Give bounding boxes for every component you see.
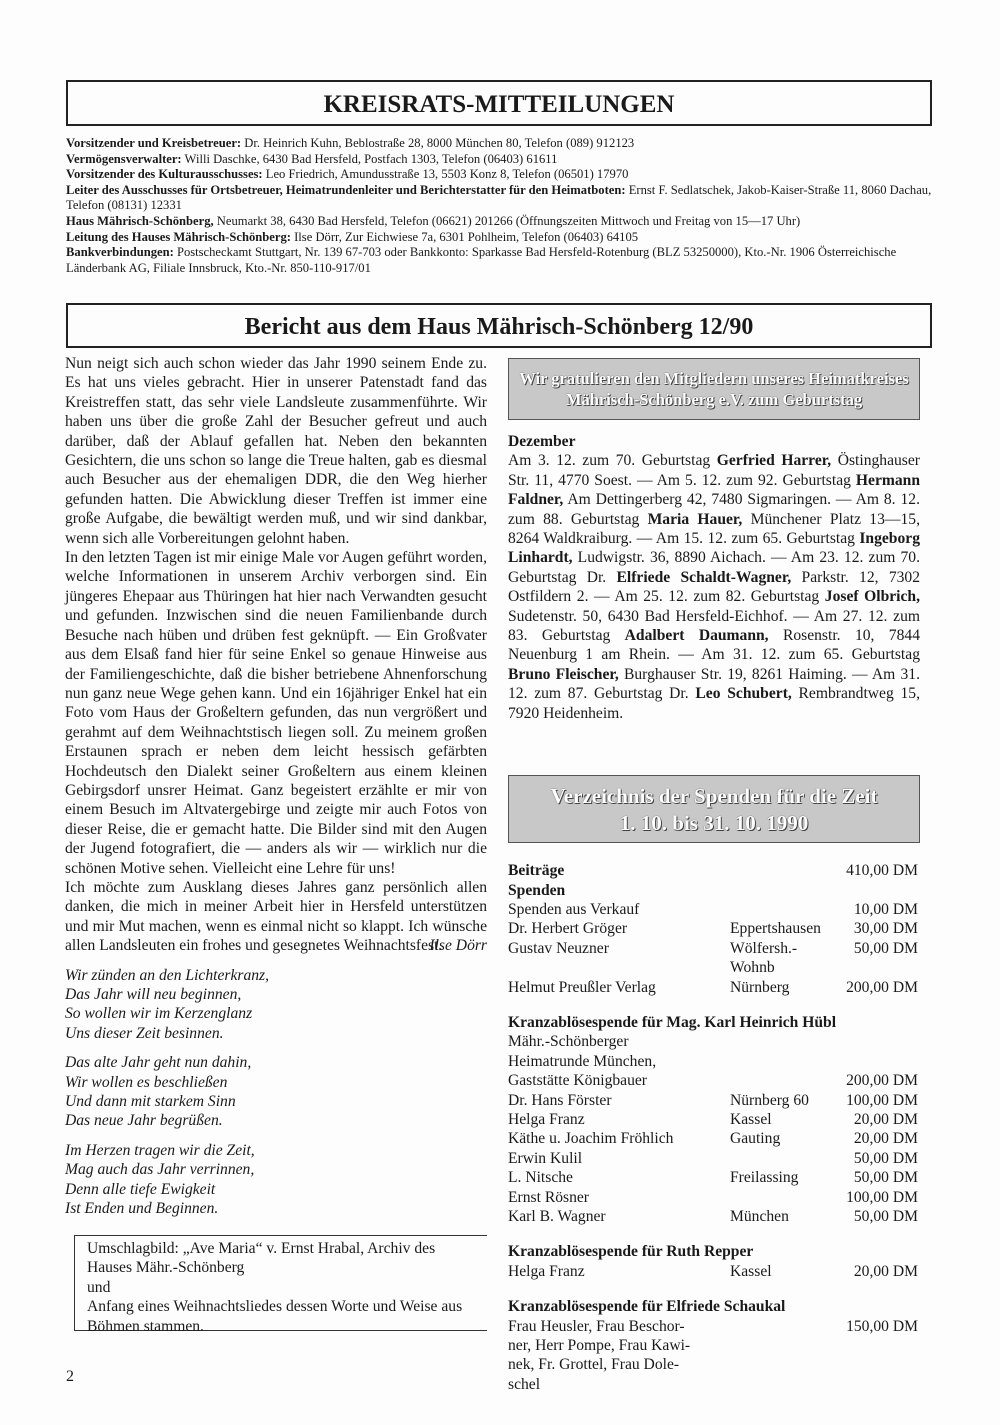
donor-name: Käthe u. Joachim Fröhlich <box>508 1130 674 1148</box>
donor-city: Kassel <box>730 1262 772 1280</box>
donation-amount: 20,00 DM <box>853 1130 918 1148</box>
donor-name: Frau Heusler, Frau Beschor- ner, Herr Pompe, Frau Kawi- nek, Fr. Grottel, Frau Dole- schel <box>508 1317 691 1393</box>
contact-label: Leiter des Ausschusses für Ortsbetreuer, Heimatrundenleiter und Berichterstatter für den Heimatboten: <box>66 182 626 197</box>
contact-line: Leitung des Hauses Mährisch-Schönberg: Ilse Dörr, Zur Eichwiese 7a, 6301 Pohlheim, Telefon (06403) 64105 <box>66 229 639 244</box>
donor-name: Helmut Preußler Verlag <box>508 978 656 996</box>
contact-label: Leitung des Hauses Mährisch-Schönberg: <box>66 229 291 244</box>
contact-label: Haus Mährisch-Schönberg, <box>66 213 214 228</box>
donor-name: Dr. Herbert Gröger <box>508 920 628 938</box>
donor-city <box>730 1317 830 1395</box>
donation-row <box>508 939 920 978</box>
cover-note-box <box>74 1235 487 1335</box>
signature: Ilse Dörr <box>429 937 487 955</box>
donation-row <box>508 1052 920 1071</box>
donation-row <box>508 900 920 919</box>
contact-line: Bankverbindungen: Postscheckamt Stuttgart, Nr. 139 67-703 oder Bankkonto: Sparkasse Bad Hersfeld-Rotenburg (BLZ 53250000), Kto.-Nr. 1906 Österreichische Länderbank AG, Filiale Innsbruck, Kto.-Nr. 850-110-917/01 <box>66 245 897 275</box>
donor-city <box>730 861 830 880</box>
donations-box <box>508 775 920 843</box>
donation-row <box>508 1071 920 1090</box>
cover-note-line: und <box>87 1278 111 1296</box>
contact-label: Vorsitzender des Kulturausschusses: <box>66 167 263 182</box>
contact-line: Haus Mährisch-Schönberg, Neumarkt 38, 6430 Bad Hersfeld, Telefon (06621) 201266 (Öffnungszeiten Mittwoch und Freitag von 15—17 Uhr) <box>66 213 801 228</box>
donation-amount: 20,00 DM <box>853 1110 918 1128</box>
page-number: 2 <box>66 1368 74 1385</box>
birthday-month: Dezember <box>508 433 576 450</box>
donor-city <box>730 1071 830 1090</box>
donations-box-line: Verzeichnis der Spenden für die Zeit <box>550 784 878 809</box>
contact-label: Vermögensverwalter: <box>66 151 182 166</box>
section-title-kreisrat: KREISRATS-MITTEILUNGEN <box>66 80 932 126</box>
donation-amount: 10,00 DM <box>853 900 918 918</box>
donation-amount: 200,00 DM <box>846 978 918 996</box>
cover-note-line: Anfang eines Weihnachtsliedes dessen Worte und Weise aus Böhmen stammen. <box>87 1298 463 1335</box>
birthday-box-line: Wir gratulieren den Mitgliedern unseres Heimatkreises <box>519 369 909 388</box>
donor-name: Mähr.-Schönberger <box>508 1033 629 1051</box>
contact-line: Vorsitzender und Kreisbetreuer: Dr. Heinrich Kuhn, Beblostraße 28, 8000 München 80, Telefon (089) 912123 <box>66 136 635 150</box>
donation-section <box>508 1013 920 1226</box>
donation-heading: Kranzablösespende für Ruth Repper <box>508 1243 754 1261</box>
donor-name: L. Nitsche <box>508 1169 573 1187</box>
donation-amount: 50,00 DM <box>853 939 918 957</box>
contact-line: Vermögensverwalter: Willi Daschke, 6430 Bad Hersfeld, Postfach 1303, Telefon (06403) 61611 <box>66 151 558 166</box>
donor-name: Dr. Hans Förster <box>508 1091 612 1109</box>
donor-name: Spenden <box>508 881 566 899</box>
contact-line: Leiter des Ausschusses für Ortsbetreuer, Heimatrundenleiter und Berichterstatter für den Heimatboten: Ernst F. Sedlatschek, Jakob-Kaiser-Straße 11, 8060 Dachau, Telefon (08131) 12331 <box>66 182 932 213</box>
donor-name: Helga Franz <box>508 1262 585 1280</box>
donation-row <box>508 881 920 900</box>
donation-amount <box>830 1052 918 1071</box>
donor-name: Karl B. Wagner <box>508 1208 606 1225</box>
donation-row <box>508 1188 920 1207</box>
donation-row <box>508 861 920 880</box>
donation-row <box>508 1149 920 1168</box>
donor-city <box>730 1052 830 1071</box>
donation-row <box>508 1091 920 1110</box>
donation-amount <box>830 881 918 900</box>
donation-row <box>508 978 920 997</box>
donor-name: Erwin Kulil <box>508 1149 583 1167</box>
right-column <box>508 358 920 1394</box>
donation-heading: Kranzablösespende für Elfriede Schaukal <box>508 1298 786 1316</box>
donation-amount: 20,00 DM <box>853 1262 918 1280</box>
donation-amount: 200,00 DM <box>846 1072 918 1090</box>
donor-city <box>730 1188 830 1207</box>
donation-amount: 50,00 DM <box>853 1149 918 1167</box>
donation-section <box>508 861 920 997</box>
donation-row <box>508 1032 920 1051</box>
donor-city: Nürnberg 60 <box>730 1091 809 1109</box>
poem-stanza: Im Herzen tragen wir die Zeit, Mag auch das Jahr verrinnen, Denn alle tiefe Ewigkeit Ist Enden und Beginnen. <box>65 1141 255 1218</box>
donation-section <box>508 1242 920 1281</box>
donation-heading: Kranzablösespende für Mag. Karl Heinrich Hübl <box>508 1013 837 1031</box>
donor-city: Gauting <box>730 1130 781 1148</box>
donation-amount: 410,00 DM <box>846 862 918 880</box>
report-column <box>65 354 487 1218</box>
donor-city <box>730 900 830 919</box>
donation-amount: 30,00 DM <box>853 920 918 938</box>
donation-amount: 50,00 DM <box>853 1169 918 1187</box>
donor-name: Gaststätte Königbauer <box>508 1072 648 1090</box>
donor-name: Spenden aus Verkauf <box>508 900 640 918</box>
donations-list <box>508 861 920 1394</box>
donation-amount: 100,00 DM <box>846 1091 918 1109</box>
donor-city: München <box>730 1208 789 1225</box>
birthday-text: Am 3. 12. zum 70. Geburtstag Gerfried Harrer, Östinghauser Str. 11, 4770 Soest. — Am 5. 12. zum 92. Geburtstag Hermann Faldner, Am Dettingerberg 42, 7480 Sigmaringen. — Am 8. 12. zum 88. Geburtstag Maria Hauer, Münchener Platz 13—15, 8264 Waldkraiburg. — Am 15. 12. zum 65. Geburtstag Ingeborg Linhardt, Ludwigstr. 36, 8890 Aichach. — Am 23. 12. zum 70. Geburtstag Dr. Elfriede Schaldt-Wagner, Parkstr. 12, 7302 Ostfildern 2. — Am 25. 12. zum 82. Geburtstag Josef Olbrich, Sudetenstr. 50, 6430 Bad Hersfeld-Eichhof. — Am 27. 12. zum 83. Geburtstag Adalbert Daumann, Rosenstr. 10, 7844 Neuenburg 1 am Rhein. — Am 31. 12. zum 65. Geburtstag Bruno Fleischer, Burghauser Str. 19, 8261 Haiming. — Am 31. 12. zum 87. Geburtstag Dr. Leo Schubert, Rembrandtweg 15, 7920 Heidenheim. <box>508 452 921 722</box>
donation-row <box>508 1207 920 1226</box>
donation-section <box>508 1297 920 1394</box>
donor-city: Wölfersh.- Wohnb <box>730 939 798 977</box>
donation-amount: 50,00 DM <box>853 1208 918 1225</box>
donation-amount: 100,00 DM <box>846 1188 918 1206</box>
donation-row <box>508 919 920 938</box>
donations-box-line: 1. 10. bis 31. 10. 1990 <box>619 811 809 836</box>
poem-stanza: Das alte Jahr geht nun dahin, Wir wollen es beschließen Und dann mit starkem Sinn Das neue Jahr begrüßen. <box>65 1054 252 1130</box>
donation-row <box>508 1129 920 1148</box>
report-paragraph: Nun neigt sich auch schon wieder das Jahr 1990 seinem Ende zu. Es hat uns vieles gebracht. Hier in unserer Patenstadt fand das Kreistreffen statt, das sehr viele Landsleute zusammenführte. Wir haben uns über die große Zahl der Besucher gefreut und auch darüber, daß der Ablauf gefallen hat. Neben den bekannten Gesichtern, die uns schon so lange die Treue halten, gab es diesmal auch Besucher aus der ehemaligen DDR, die den Weg hierher gefunden hatten. Die Abwicklung dieser Treffen ist immer eine große Aufgabe, die bewältigt werden muß, und wir sind dankbar, wenn sich alle Vorbereitungen gelohnt haben. <box>65 355 487 547</box>
donation-row <box>508 1110 920 1129</box>
donation-amount <box>830 1032 918 1051</box>
report-title: Bericht aus dem Haus Mährisch-Schönberg 12/90 <box>66 303 932 348</box>
report-paragraph: In den letzten Tagen ist mir einige Male vor Augen geführt worden, welche Informationen in unserem Archiv verborgen sind. Ein jüngeres Ehepaar aus Thüringen hat hier nach Verwandten gesucht und gefunden. Inzwischen sind die neuen Familienbande durch Besuche nach hüben und drüben fest geknüpft. — Ein Großvater aus dem Elsaß fand hier für seine Enkel so genaue Hinweise aus der Familiengeschichte, daß die bisher betriebene Ahnenforschung nun ganz neue Wege gehen kann. Und ein 16jähriger Enkel hat ein Foto vom Haus der Großeltern gefunden, das nun vergrößert und gerahmt auf dem Weihnachtstisch liegen soll. Zu meinem großen Erstaunen sprach er neben dem leicht hessisch gefärbten Hochdeutsch den Dialekt seiner Großeltern aus einem kleinen Gebirgsdorf unsrer Heimat. Ganz begeistert erzählte er mir von einem Besuch im Altvatergebirge und zeigte mir auch Fotos von dieser Reise, die er gemacht hatte. Die Bilder sind mit den Augen der Jugend fotografiert, die — anders als wir — wirklich nur die schönen Motive sehen. Vielleicht eine Lehre für uns! <box>65 549 487 877</box>
poem-stanza: Wir zünden an den Lichterkranz, Das Jahr will neu beginnen, So wollen wir im Kerzenglanz Uns dieser Zeit besinnen. <box>65 966 270 1042</box>
birthday-box-line: Mährisch-Schönberg e.V. zum Geburtstag <box>565 390 863 409</box>
donor-name: Gustav Neuzner <box>508 939 609 957</box>
donation-row <box>508 1262 920 1281</box>
donor-city: Freilassing <box>730 1169 799 1187</box>
donor-name: Ernst Rösner <box>508 1188 589 1206</box>
donor-name: Beiträge <box>508 862 565 880</box>
donor-city: Eppertshausen <box>730 920 821 938</box>
donation-amount: 150,00 DM <box>846 1317 918 1335</box>
contact-info <box>66 136 932 276</box>
donor-name: Heimatrunde München, <box>508 1052 657 1070</box>
donor-city: Nürnberg <box>730 978 790 996</box>
contact-line: Vorsitzender des Kulturausschusses: Leo Friedrich, Amundusstraße 13, 5503 Konz 8, Telefon (06501) 17970 <box>66 167 629 182</box>
donor-city <box>730 1032 830 1051</box>
contact-label: Vorsitzender und Kreisbetreuer: <box>66 136 242 150</box>
donor-city <box>730 1149 830 1168</box>
donor-city: Kassel <box>730 1110 772 1128</box>
report-paragraph: Ich möchte zum Ausklang dieses Jahres ganz persönlich allen danken, die mich in meiner Arbeit hier in Hersfeld unterstützen und mir Mut machen, wenn es einmal nicht so klappt. Ich wünsche allen Landsleuten ein frohes und gesegnetes Weihnachtsfest. <box>65 878 487 955</box>
contact-label: Bankverbindungen: <box>66 245 174 260</box>
donor-name: Helga Franz <box>508 1110 585 1128</box>
donation-row <box>508 1168 920 1187</box>
donor-city <box>730 881 830 900</box>
birthday-box <box>508 358 920 420</box>
donation-row <box>508 1317 920 1395</box>
cover-note-line: Umschlagbild: „Ave Maria“ v. Ernst Hrabal, Archiv des Hauses Mähr.-Schönberg <box>87 1240 436 1277</box>
